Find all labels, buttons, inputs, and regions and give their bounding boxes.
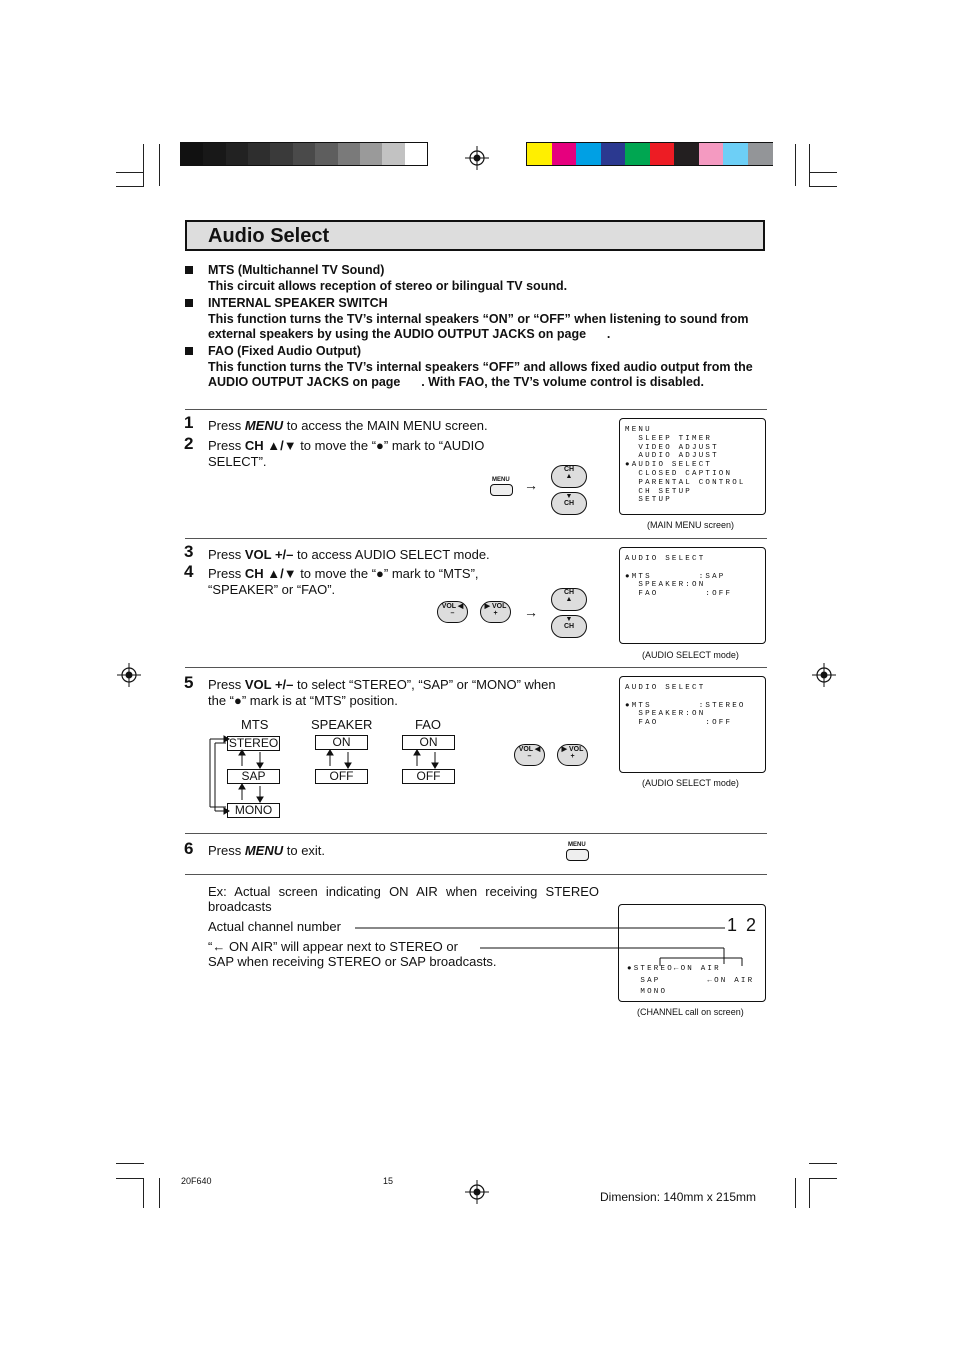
divider: [185, 409, 767, 410]
intro-item-mts: [208, 263, 567, 294]
color-swatch: [723, 143, 748, 165]
intro-body: This circuit allows reception of stereo or bilingual TV sound.: [208, 278, 568, 293]
option-sap: SAP: [227, 769, 280, 784]
registration-mark-icon: [465, 146, 489, 170]
triangle-down-icon: ▼: [565, 616, 573, 623]
crop-mark: [809, 1178, 837, 1179]
title-box: [185, 220, 765, 251]
intro-body: This function turns the TV’s internal speakers “ON” or “OFF” when listening to sound from: [208, 311, 749, 326]
channel-call-screen: [618, 904, 766, 1002]
crop-mark: [116, 1178, 144, 1179]
ch-down-button[interactable]: ▼ CH: [551, 615, 587, 638]
right-arrow-icon: →: [524, 477, 538, 493]
screen-line: SETUP: [625, 496, 672, 505]
bullet: [185, 266, 193, 274]
dimension-note: Dimension: 140mm x 215mm: [600, 1190, 757, 1204]
screen-line: AUDIO SELECT: [625, 555, 706, 563]
screen-line: ●MTS :SAP: [625, 572, 726, 581]
screen-line: VIDEO ADJUST: [625, 443, 719, 452]
step-number: 6: [184, 839, 194, 858]
example-label-on-air: “← ON AIR” will appear next to STEREO or: [208, 939, 458, 954]
color-swatch: [601, 143, 626, 165]
crop-mark: [159, 1178, 160, 1208]
intro-heading: MTS (Multichannel TV Sound): [208, 263, 385, 277]
color-swatch: [576, 143, 601, 165]
channel-number: 1 2: [727, 915, 759, 935]
crop-mark: [143, 1178, 144, 1208]
vol-plus-button[interactable]: ▶ VOL +: [557, 744, 588, 766]
option-fao-off: OFF: [402, 769, 455, 784]
step-number: 5: [184, 673, 194, 692]
divider: [185, 874, 767, 875]
color-swatch: [315, 143, 338, 165]
menu-button[interactable]: [566, 849, 589, 861]
step-5-text: Press VOL +/– to select “STEREO”, “SAP” or “MONO” when the “●” mark is at “MTS” position.: [208, 677, 556, 708]
screen-line: AUDIO SELECT: [625, 684, 706, 692]
color-swatch: [748, 143, 773, 165]
color-swatch: [699, 143, 724, 165]
screen-line: SPEAKER:ON: [625, 581, 706, 590]
divider: [185, 667, 767, 668]
ch-up-button[interactable]: CH ▲: [551, 588, 587, 611]
step-number: 1: [184, 413, 194, 432]
audio-select-screen-1: [619, 547, 766, 644]
screen-line: FAO :OFF: [625, 719, 733, 728]
triangle-left-icon: ◀: [534, 746, 541, 753]
step-number: 2: [184, 434, 194, 453]
intro-heading: FAO (Fixed Audio Output): [208, 344, 361, 358]
color-swatch: [293, 143, 316, 165]
color-bar: [526, 142, 773, 166]
option-mono: MONO: [227, 803, 280, 818]
menu-button[interactable]: [490, 484, 513, 496]
step-2-text: Press CH ▲/▼ to move the “●” mark to “AUDIO SELECT”.: [208, 438, 485, 469]
screen-caption: (AUDIO SELECT mode): [642, 650, 739, 660]
color-swatch: [382, 143, 405, 165]
menu-button-label: MENU: [568, 842, 586, 848]
page-title: Audio Select: [208, 225, 330, 247]
crop-mark: [116, 1163, 144, 1164]
crop-mark: [159, 144, 160, 186]
example-label-on-air: SAP when receiving STEREO or SAP broadcasts.: [208, 954, 497, 969]
screen-line: CLOSED CAPTION: [625, 470, 733, 478]
crop-mark: [809, 144, 810, 186]
color-swatch: [248, 143, 271, 165]
right-arrow-icon: →: [524, 604, 538, 620]
mts-column-head: MTS: [241, 717, 269, 732]
triangle-down-icon: ▼: [565, 493, 573, 500]
crop-mark: [143, 144, 144, 186]
option-stereo: STEREO: [228, 736, 279, 750]
triangle-up-icon: ▲: [565, 596, 573, 603]
color-swatch: [226, 143, 249, 165]
screen-line: MONO: [627, 988, 668, 996]
crop-mark: [116, 172, 144, 173]
triangle-right-icon: ▶: [561, 746, 568, 753]
color-swatch: [360, 143, 383, 165]
vol-minus-button[interactable]: VOL ◀ –: [437, 601, 468, 623]
color-swatch: [270, 143, 293, 165]
screen-line: ●MTS :STEREO: [625, 701, 746, 710]
screen-caption: (CHANNEL call on screen): [637, 1007, 744, 1017]
screen-caption: (AUDIO SELECT mode): [642, 778, 739, 788]
step-number: 3: [184, 542, 194, 561]
main-menu-screen: [619, 418, 766, 515]
screen-line: AUDIO ADJUST: [625, 452, 719, 461]
ch-up-button[interactable]: [551, 465, 587, 488]
screen-line: ●AUDIO SELECT: [625, 461, 713, 470]
option-fao-on: ON: [402, 735, 455, 750]
registration-mark-icon: [117, 663, 141, 687]
menu-button-label: MENU: [492, 477, 510, 483]
bullet: [185, 299, 193, 307]
color-swatch: [625, 143, 650, 165]
intro-item-fao: [208, 344, 753, 391]
ch-label: CH: [563, 500, 575, 507]
example-text: broadcasts: [208, 899, 272, 914]
color-swatch: [527, 143, 552, 165]
step-number: 4: [184, 562, 194, 581]
step-1-text: Press MENU to access the MAIN MENU screen.: [208, 418, 488, 433]
registration-mark-icon: [465, 1180, 489, 1204]
triangle-right-icon: ▶: [484, 603, 491, 610]
color-swatch: [650, 143, 675, 165]
triangle-up-icon: ▲: [565, 473, 573, 480]
screen-line: SLEEP TIMER: [625, 434, 713, 443]
intro-body: external speakers by using the AUDIO OUTPUT JACKS on page .: [208, 327, 611, 341]
crop-mark: [809, 172, 837, 173]
screen-line: MENU: [625, 426, 652, 434]
option-cycle-arrows-icon: [205, 735, 465, 820]
intro-body: AUDIO OUTPUT JACKS on page . With FAO, the TV’s volume control is disabled.: [208, 375, 705, 389]
color-swatch: [674, 143, 699, 165]
screen-line: CH SETUP: [625, 487, 693, 496]
color-swatch: [405, 143, 428, 165]
registration-mark-icon: [812, 663, 836, 687]
ch-label: CH: [563, 466, 575, 473]
vol-minus-button[interactable]: VOL ◀ –: [514, 744, 545, 766]
divider: [185, 538, 767, 539]
color-swatch: [552, 143, 577, 165]
fao-column-head: FAO: [415, 717, 442, 732]
crop-mark: [809, 1163, 837, 1164]
option-speaker-on: ON: [315, 735, 368, 750]
option-speaker-off: OFF: [315, 769, 368, 784]
crop-mark: [809, 186, 837, 187]
color-swatch: [181, 143, 204, 165]
screen-line: FAO :OFF: [625, 590, 733, 599]
crop-mark: [116, 186, 144, 187]
step-3-text: Press VOL +/– to access AUDIO SELECT mode.: [208, 547, 490, 562]
triangle-left-icon: ◀: [457, 603, 464, 610]
screen-line: SAP ←ON AIR: [627, 976, 755, 985]
screen-line: SPEAKER:ON: [625, 710, 706, 719]
crop-mark: [795, 1178, 796, 1208]
gray-scale-bar: [180, 142, 428, 166]
intro-body: This function turns the TV’s internal speakers “OFF” and allows fixed audio output from the: [208, 359, 753, 374]
screen-line: PARENTAL CONTROL: [625, 478, 746, 487]
speaker-column-head: SPEAKER: [311, 717, 373, 732]
example-label-channel: Actual channel number: [208, 919, 341, 934]
bullet: [185, 347, 193, 355]
screen-caption: (MAIN MENU screen): [647, 520, 735, 530]
example-text: Ex: Actual screen indicating ON AIR when receiving STEREO: [208, 884, 599, 899]
ch-down-button[interactable]: [551, 492, 587, 515]
vol-plus-button[interactable]: ▶ VOL +: [480, 601, 511, 623]
color-swatch: [203, 143, 226, 165]
step-4-text: Press CH ▲/▼ to move the “●” mark to “MTS”, “SPEAKER” or “FAO”.: [208, 566, 479, 597]
crop-mark: [795, 144, 796, 186]
color-swatch: [338, 143, 361, 165]
step-6-text: Press MENU to exit.: [208, 843, 326, 858]
model-number: 20F640: [181, 1176, 212, 1186]
intro-heading: INTERNAL SPEAKER SWITCH: [208, 296, 388, 310]
intro-item-speaker: [208, 296, 749, 343]
audio-select-screen-2: [619, 676, 766, 773]
divider: [185, 833, 767, 834]
page-number: 15: [383, 1176, 394, 1186]
crop-mark: [809, 1178, 810, 1208]
screen-line: ●STEREO←ON AIR: [627, 965, 721, 973]
